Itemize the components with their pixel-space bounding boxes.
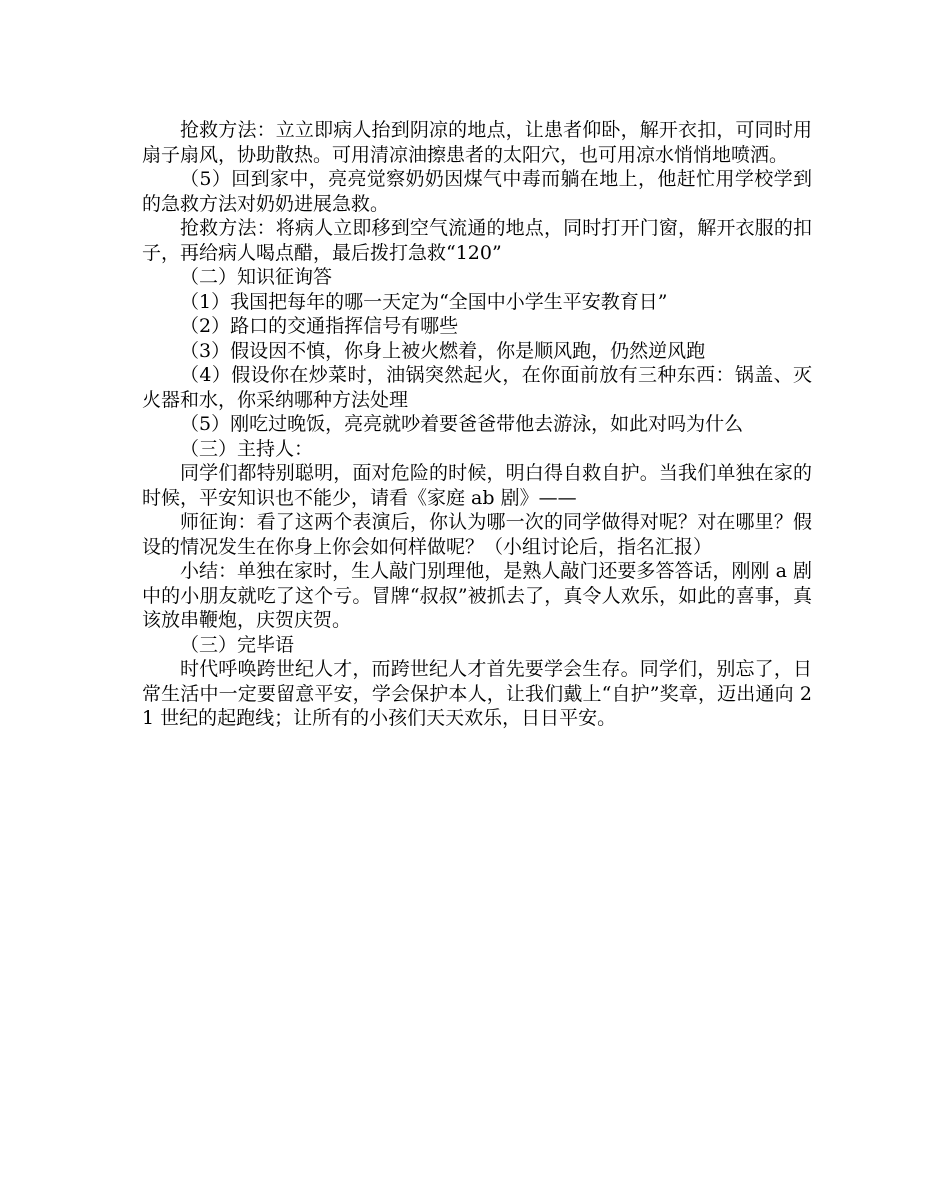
quiz-question-1: （1）我国把每年的哪一天定为“全国中小学生平安教育日” xyxy=(180,290,668,313)
paragraph-scenario-gas-poisoning: （5）回到家中，亮亮觉察奶奶因煤气中毒而躺在地上，他赶忙用学校学到的急救方法对奶奶进展急救。 xyxy=(142,168,812,215)
section-heading-host: （三）主持人： xyxy=(180,437,314,460)
section-heading-knowledge-quiz: （二）知识征询答 xyxy=(180,266,333,288)
quiz-question-3: （3）假设因不慎，你身上被火燃着，你是顺风跑，仍然逆风跑 xyxy=(180,339,706,362)
paragraph-teacher-question: 师征询：看了这两个表演后，你认为哪一次的同学做得对呢？对在哪里？假设的情况发生在你身上你会如何样做呢？（小组讨论后，指名汇报） xyxy=(142,511,812,558)
paragraph-summary: 小结：单独在家时，生人敲门别理他，是熟人敲门还要多答答话，刚刚 a 剧中的小朋友就吃了这个亏。冒牌“叔叔”被抓去了，真令人欢乐，如此的喜事，真该放串鞭炮，庆贺庆贺。 xyxy=(142,560,812,631)
quiz-question-4: （4）假设你在炒菜时，油锅突然起火，在你面前放有三种东西：锅盖、灭火器和水，你采纳哪种方法处理 xyxy=(142,364,812,411)
quiz-question-2: （2）路口的交通指挥信号有哪些 xyxy=(180,315,459,337)
section-heading-closing: （三）完毕语 xyxy=(180,633,295,656)
paragraph-rescue-method-heatstroke: 抢救方法：立立即病人抬到阴凉的地点，让患者仰卧，解开衣扣，可同时用扇子扇风，协助散热。可用清凉油擦患者的太阳穴，也可用凉水悄悄地喷洒。 xyxy=(142,119,812,166)
quiz-question-5: （5）刚吃过晚饭，亮亮就吵着要爸爸带他去游泳，如此对吗为什么 xyxy=(180,413,744,435)
paragraph-host-intro: 同学们都特别聪明，面对危险的时候，明白得自救自护。当我们单独在家的时候，平安知识也不能少，请看《家庭 ab 剧》—— xyxy=(142,462,812,509)
document-body xyxy=(142,118,812,731)
paragraph-rescue-method-gas: 抢救方法：将病人立即移到空气流通的地点，同时打开门窗，解开衣服的扣子，再给病人喝点醋，最后拨打急救“120” xyxy=(142,217,812,264)
paragraph-closing-remarks: 时代呼唤跨世纪人才，而跨世纪人才首先要学会生存。同学们，别忘了，日常生活中一定要留意平安，学会保护本人，让我们戴上“自护”奖章，迈出通向 21 世纪的起跑线；让所有的小孩们天天欢乐，日日平安。 xyxy=(142,658,812,729)
